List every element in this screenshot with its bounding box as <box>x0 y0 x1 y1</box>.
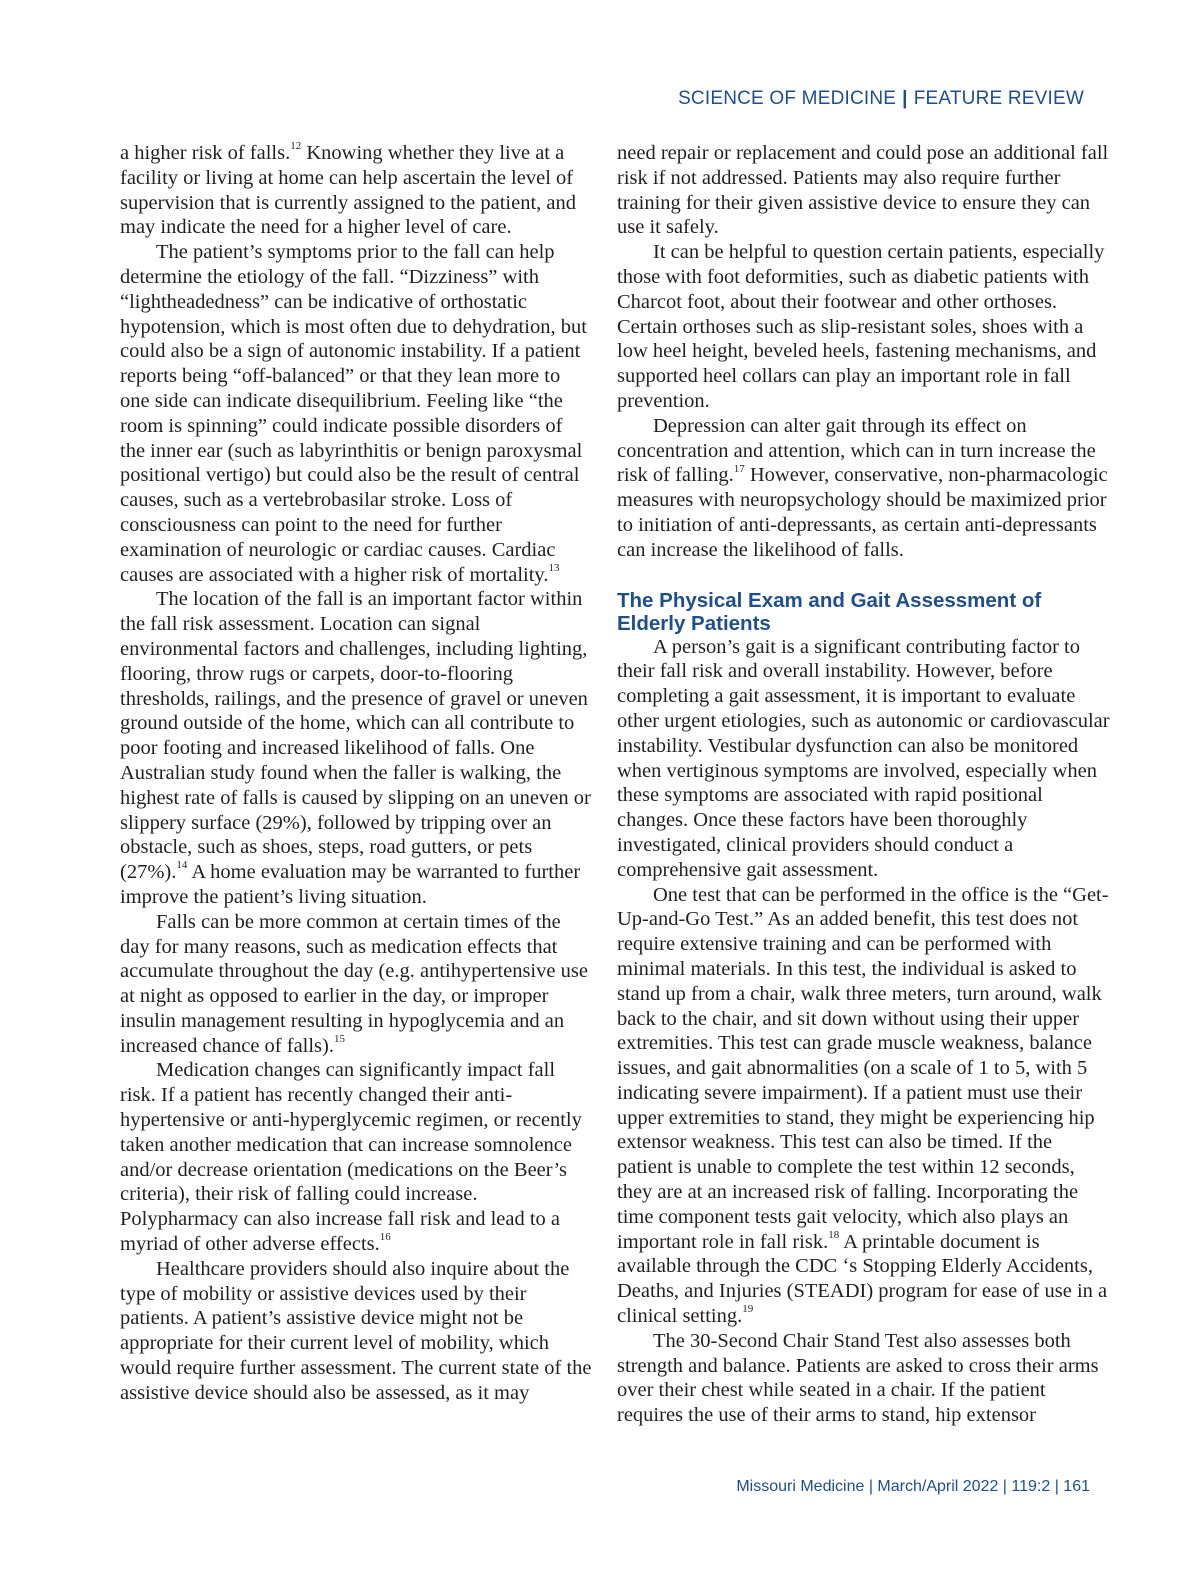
paragraph-text: Falls can be more common at certain times of the day for many reasons, such as medication effects that accumulate throughout the day (e.g. antihypertensive use at night as opposed to earlier in the day, or improper insulin management resulting in hypoglycemia and an increased chance of falls). <box>120 910 588 1057</box>
citation-number: 13 <box>548 561 560 574</box>
paragraph-text: However, conservative, non-pharmacologic measures with neuropsychology should be maximized prior to initiation of anti-depressants, as certain anti-depressants can increase the likelihood of falls. <box>617 464 1108 561</box>
right-column-intro <box>617 141 1112 563</box>
paragraph <box>617 141 1112 240</box>
section-heading: The Physical Exam and Gait Assessment of Elderly Patients <box>617 588 1042 635</box>
citation-number: 18 <box>828 1228 840 1241</box>
citation-number: 12 <box>290 140 302 153</box>
right-column <box>617 141 1112 1428</box>
paragraph-text: It can be helpful to question certain patients, especially those with foot deformities, such as diabetic patients with Charcot foot, about their footwear and other orthoses. Certain orthoses such as slip-resistant soles, shoes with a low heel height, beveled heels, fastening mechanisms, and supported heel collars can play an important role in fall prevention. <box>617 241 1105 412</box>
paragraph-text: A person’s gait is a significant contributing factor to their fall risk and overall instability. However, before completing a gait assessment, it is important to evaluate other urgent etiologies, such as autonomic or cardiovascular instability. Vestibular dysfunction can also be monitored when vertiginous symptoms are involved, especially when these symptoms are associated with rapid positional changes. Once these factors have been thoroughly investigated, clinical providers should conduct a comprehensive gait assessment. <box>617 635 1110 881</box>
paragraph-text: The 30-Second Chair Stand Test also assesses both strength and balance. Patients are asked to cross their arms over their chest while seated in a chair. If the patient requires the use of their arms to stand, hip extensor <box>617 1329 1099 1427</box>
journal-section: SCIENCE OF MEDICINE <box>678 88 897 109</box>
paragraph-text: A printable document is available through the CDC ‘s Stopping Elderly Accidents, Deaths, and Injuries (STEADI) program for ease of use in a clinical setting. <box>617 1230 1108 1328</box>
running-head <box>678 88 1084 110</box>
paragraph <box>120 1257 592 1406</box>
citation-number: 15 <box>334 1032 345 1045</box>
page-footer: Missouri Medicine | March/April 2022 | 119:2 | 161 <box>736 1478 1090 1495</box>
paragraph-text: Knowing whether they live at a facility or living at home can help ascertain the level of supervision that is currently assigned to the patient, and may indicate the need for a higher level of care. <box>120 142 577 239</box>
paragraph-text: Medication changes can significantly impact fall risk. If a patient has recently changed their anti-hypertensive or anti-hyperglycemic regimen, or recently taken another medication that can increase somnolence and/or decrease orientation (medications on the Beer’s criteria), their risk of falling could increase. Polypharmacy can also increase fall risk and lead to a myriad of other adverse effects. <box>120 1059 582 1256</box>
citation-number: 17 <box>733 462 745 475</box>
paragraph <box>617 240 1112 414</box>
paragraph-text: A home evaluation may be warranted to further improve the patient’s living situation. <box>120 861 581 908</box>
paragraph <box>120 240 592 587</box>
paragraph <box>120 1058 592 1256</box>
paragraph <box>617 635 1112 883</box>
article-category: FEATURE REVIEW <box>913 88 1084 109</box>
right-column-body <box>617 635 1112 1429</box>
left-column <box>120 141 592 1406</box>
paragraph <box>617 1329 1112 1428</box>
header-separator: | <box>902 88 908 109</box>
citation-number: 19 <box>742 1303 754 1316</box>
citation-number: 16 <box>379 1231 391 1244</box>
paragraph-text: need repair or replacement and could pose an additional fall risk if not addressed. Patients may also require further training for their given assistive device to ensure they can use it safely. <box>617 142 1109 239</box>
paragraph-text: Healthcare providers should also inquire about the type of mobility or assistive devices used by their patients. A patient’s assistive device might not be appropriate for their current level of mobility, which would require further assessment. The current state of the assistive device should also be assessed, as it may <box>120 1257 592 1404</box>
paragraph-text: The patient’s symptoms prior to the fall can help determine the etiology of the fall. “Dizziness” with “lightheadedness” can be indicative of orthostatic hypotension, which is most often due to dehydration, but could also be a sign of autonomic instability. If a patient reports being “off-balanced” or that they lean more to one side can indicate disequilibrium. Feeling like “the room is spinning” could indicate possible disorders of the inner ear (such as labyrinthitis or benign paroxysmal positional vertigo) but could also be the result of central causes, such as a vertebrobasilar stroke. Loss of consciousness can point to the need for further examination of neurologic or cardiac causes. Cardiac causes are associated with a higher risk of mortality. <box>120 241 587 586</box>
paragraph-text: One test that can be performed in the office is the “Get-Up-and-Go Test.” As an added benefit, this test does not require extensive training and can be performed with minimal materials. In this test, the individual is asked to stand up from a chair, walk three meters, turn around, walk back to the chair, and sit down without using their upper extremities. This test can grade muscle weakness, balance issues, and gait abnormalities (on a scale of 1 to 5, with 5 indicating severe impairment). If a patient must use their upper extremities to stand, they might be experiencing hip extensor weakness. This test can also be timed. If the patient is unable to complete the test within 12 seconds, they are at an increased risk of falling. Incorporating the time component tests gait velocity, which also plays an important role in fall risk. <box>617 883 1109 1253</box>
paragraph-text: Depression can alter gait through its effect on concentration and attention, which can in turn increase the risk of falling. <box>617 414 1096 487</box>
paragraph <box>617 414 1112 563</box>
citation-number: 14 <box>176 859 188 872</box>
paragraph <box>617 883 1112 1329</box>
paragraph <box>120 141 592 240</box>
paragraph-text: The location of the fall is an important factor within the fall risk assessment. Location can signal environmental factors and challenges, including lighting, flooring, throw rugs or carpets, door-to-flooring thresholds, railings, and the presence of gravel or uneven ground outside of the home, which can all contribute to poor footing and increased likelihood of falls. One Australian study found when the faller is walking, the highest rate of falls is caused by slipping on an uneven or slippery surface (29%), followed by tripping over an obstacle, such as shoes, steps, road gutters, or pets (27%). <box>120 588 591 884</box>
paragraph <box>120 587 592 909</box>
paragraph <box>120 910 592 1059</box>
paragraph-text: a higher risk of falls. <box>120 142 291 164</box>
